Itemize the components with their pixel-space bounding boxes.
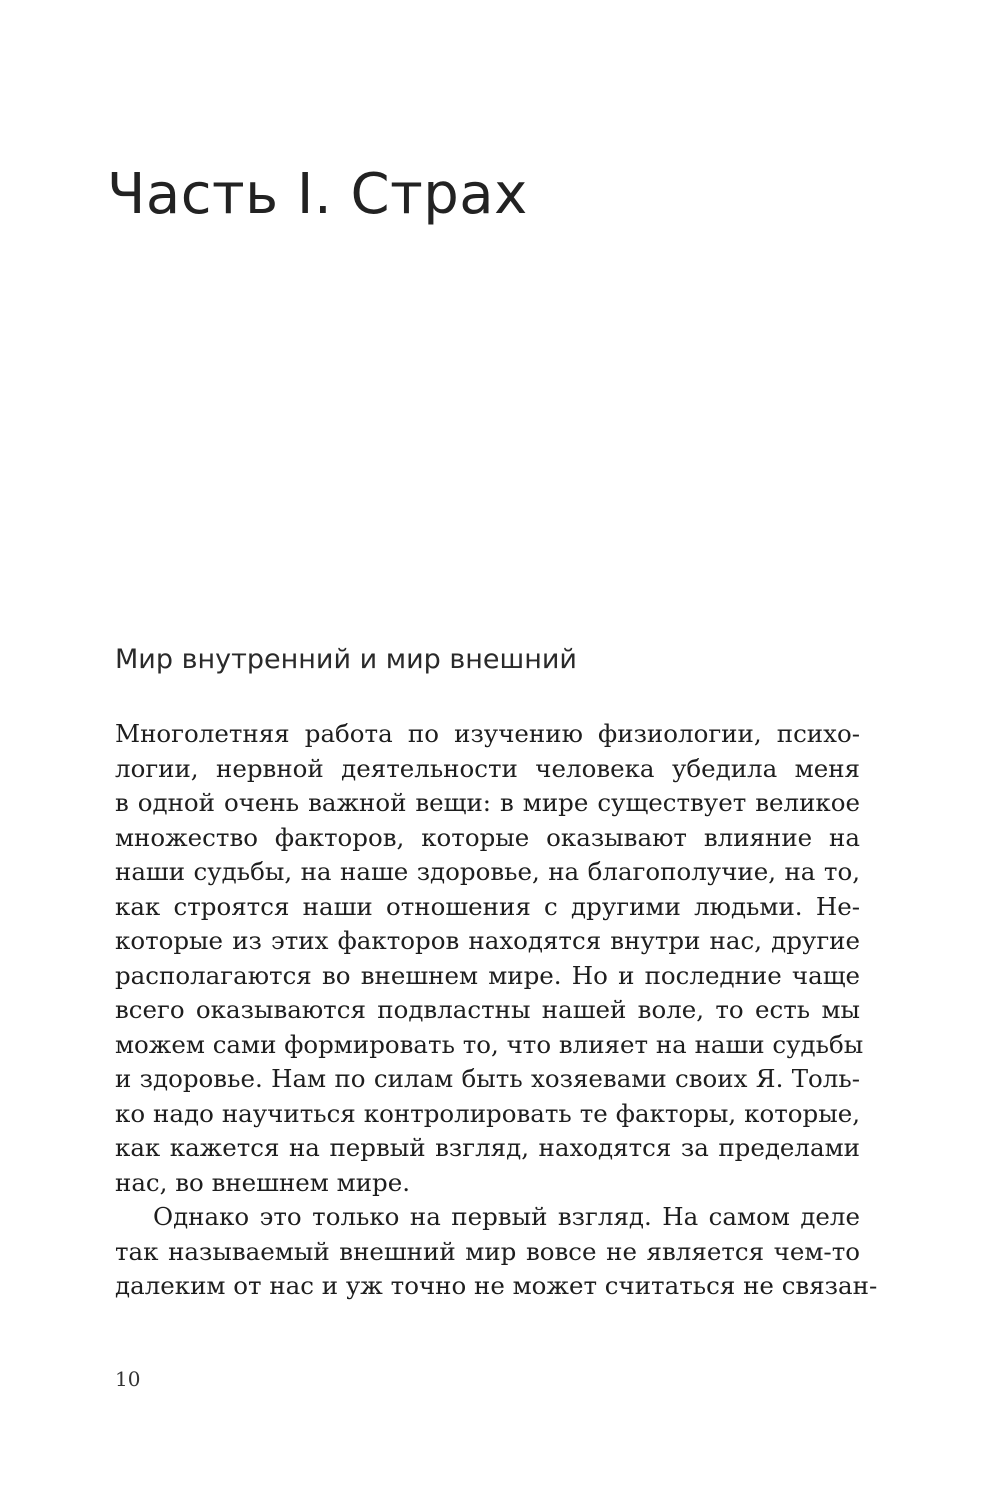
text-line: которые из этих факторов находятся внутри нас, другие: [115, 926, 860, 955]
section-title: Мир внутренний и мир внешний: [115, 644, 577, 675]
page-number: 10: [115, 1367, 141, 1391]
text-line: далеким от нас и уж точно не может считаться не связан-: [115, 1271, 878, 1300]
text-line: как строятся наши отношения с другими людьми. Не-: [115, 891, 860, 921]
text-line: так называемый внешний мир вовсе не является чем-то: [115, 1236, 860, 1266]
text-line: всего оказываются подвластны нашей воле, то есть мы: [115, 995, 860, 1024]
text-line: как кажется на первый взгляд, находятся за пределами: [115, 1133, 860, 1162]
text-line: ко надо научиться контролировать те факторы, которые,: [115, 1098, 860, 1128]
text-line: и здоровье. Нам по силам быть хозяевами своих Я. Толь-: [115, 1064, 860, 1093]
text-line: в одной очень важной вещи: в мире существует великое: [115, 788, 860, 817]
text-line: нас, во внешнем мире.: [115, 1167, 410, 1197]
paragraph-1: [115, 717, 864, 1200]
text-line: Однако это только на первый взгляд. На самом деле: [153, 1202, 860, 1231]
paragraph-2: [115, 1200, 878, 1304]
text-line: наши судьбы, на наше здоровье, на благополучие, на то,: [115, 857, 860, 886]
text-line: располагаются во внешнем мире. Но и последние чаще: [115, 960, 860, 990]
text-line: можем сами формировать то, что влияет на наши судьбы: [115, 1029, 864, 1059]
text-line: логии, нервной деятельности человека убедила меня: [115, 753, 860, 783]
text-line: множество факторов, которые оказывают влияние на: [115, 822, 860, 852]
part-title: Часть I. Страх: [107, 162, 528, 227]
text-line: Многолетняя работа по изучению физиологии, психо-: [115, 719, 860, 748]
body-text: [115, 717, 878, 1304]
